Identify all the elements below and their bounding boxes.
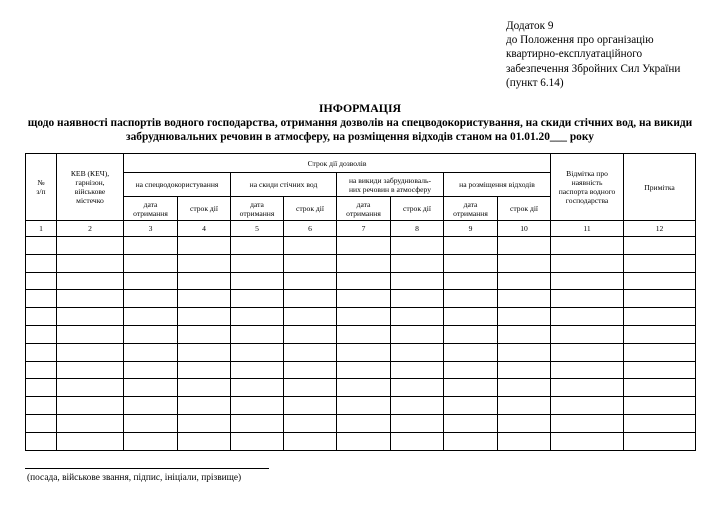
table-row [26,290,696,308]
table-cell [26,397,57,415]
table-cell [57,432,124,450]
table-cell [551,397,624,415]
header-keu-label: КЕВ (КЕЧ), гарнізон, військове містечко [70,169,110,205]
header-receipt-date [337,197,391,221]
table-cell [444,361,498,379]
table-cell [26,272,57,290]
table-cell [391,361,444,379]
table-cell [444,254,498,272]
table-cell [498,414,551,432]
table-cell [498,343,551,361]
table-cell [444,308,498,326]
table-cell [124,254,178,272]
table-cell [551,272,624,290]
table-cell [57,272,124,290]
table-cell [391,290,444,308]
table-cell [624,361,696,379]
table-row [26,272,696,290]
receipt-date-label: дата отримання [346,199,381,218]
table-cell [444,379,498,397]
table-cell [284,379,337,397]
header-permits-label: Строк дії дозволів [307,158,367,168]
table-cell [231,379,284,397]
table-cell [498,272,551,290]
table-cell [444,290,498,308]
column-number: 10 [498,221,551,237]
table-cell [624,343,696,361]
table-cell [624,325,696,343]
column-number: 12 [624,221,696,237]
column-number: 3 [124,221,178,237]
header-group-waste [444,173,551,197]
table-cell [284,272,337,290]
table-cell [551,254,624,272]
header-passport-label: Відмітка про наявність паспорта водного господарства [558,169,616,205]
header-receipt-date [124,197,178,221]
table-cell [26,308,57,326]
header-validity [178,197,231,221]
table-cell [337,379,391,397]
table-cell [284,397,337,415]
column-number: 8 [391,221,444,237]
table-cell [124,308,178,326]
table-cell [231,272,284,290]
table-cell [551,432,624,450]
table-cell [231,432,284,450]
table-cell [178,290,231,308]
table-cell [498,237,551,255]
table-cell [124,343,178,361]
table-cell [337,308,391,326]
header-number [26,154,57,221]
group-label: на розміщення відходів [459,180,535,189]
header-note [624,154,696,221]
annex-line: (пункт 6.14) [506,76,564,89]
column-number: 9 [444,221,498,237]
table-cell [178,272,231,290]
table-cell [624,397,696,415]
signature-caption: (посада, військове звання, підпис, ініціали, прізвище) [27,473,242,483]
table-cell [551,308,624,326]
table-cell [337,361,391,379]
table-cell [624,432,696,450]
table-cell [57,361,124,379]
table-cell [337,237,391,255]
table-cell [124,272,178,290]
header-receipt-date [231,197,284,221]
table-cell [337,254,391,272]
table-row [26,343,696,361]
table-cell [498,432,551,450]
header-receipt-date [444,197,498,221]
table-cell [624,414,696,432]
table-cell [551,343,624,361]
column-number: 1 [26,221,57,237]
table-cell [57,290,124,308]
table-cell [231,343,284,361]
table-cell [124,414,178,432]
table-cell [26,237,57,255]
column-number: 2 [57,221,124,237]
table-cell [57,414,124,432]
table-cell [444,414,498,432]
table-cell [231,397,284,415]
annex-line: квартирно-експлуатаційного [506,48,643,61]
validity-label: строк дії [189,204,219,213]
table-cell [498,379,551,397]
table-cell [124,397,178,415]
table-cell [444,237,498,255]
table-cell [178,325,231,343]
table-cell [26,361,57,379]
table-cell [231,325,284,343]
table-cell [124,325,178,343]
header-validity [391,197,444,221]
table-cell [337,290,391,308]
group-label: на спецводокористування [135,180,219,189]
column-number: 4 [178,221,231,237]
table-cell [391,272,444,290]
table-cell [391,397,444,415]
table-row [26,379,696,397]
annex-line: до Положення про організацію [506,34,654,47]
table-cell [551,361,624,379]
table-cell [124,432,178,450]
table-cell [26,325,57,343]
column-number: 11 [551,221,624,237]
validity-label: строк дії [402,204,432,213]
table-row [26,397,696,415]
validity-label: строк дії [295,204,325,213]
table-cell [337,414,391,432]
table-cell [624,379,696,397]
column-number: 5 [231,221,284,237]
table-cell [231,254,284,272]
table-cell [551,237,624,255]
header-group-wastewater [231,173,337,197]
table-cell [624,237,696,255]
signature-line [25,468,269,469]
header-note-label: Примітка [644,182,675,192]
table-row [26,237,696,255]
group-label: на скиди стічних вод [249,180,318,189]
table-cell [284,308,337,326]
table-cell [391,308,444,326]
document-title: ІНФОРМАЦІЯ [318,101,402,115]
table-cell [284,290,337,308]
table-cell [391,343,444,361]
table-cell [391,379,444,397]
column-numbers-row [26,221,696,237]
receipt-date-label: дата отримання [453,199,488,218]
column-number: 6 [284,221,337,237]
table-row [26,414,696,432]
table-row [26,325,696,343]
table-cell [391,254,444,272]
table-cell [57,308,124,326]
table-cell [284,254,337,272]
table-cell [231,290,284,308]
table-cell [178,254,231,272]
table-cell [624,272,696,290]
table-cell [391,432,444,450]
table-cell [124,290,178,308]
table-cell [337,432,391,450]
table-cell [57,254,124,272]
table-cell [57,325,124,343]
table-cell [178,379,231,397]
table-cell [551,325,624,343]
table-cell [624,290,696,308]
table-row [26,254,696,272]
table-cell [178,237,231,255]
header-group-water-use [124,173,231,197]
table-cell [57,397,124,415]
table-cell [57,343,124,361]
table-cell [498,397,551,415]
table-cell [498,308,551,326]
receipt-date-label: дата отримання [133,199,168,218]
table-row [26,432,696,450]
annex-line: Додаток 9 [506,20,554,32]
table-cell [284,414,337,432]
table-cell [231,414,284,432]
header-validity [284,197,337,221]
header-permits [124,154,551,173]
table-cell [26,379,57,397]
table-cell [444,325,498,343]
table-cell [178,432,231,450]
table-cell [284,432,337,450]
report-table [25,153,696,451]
table-cell [178,414,231,432]
table-cell [498,254,551,272]
table-cell [444,432,498,450]
table-cell [337,397,391,415]
table-cell [178,397,231,415]
table-cell [178,308,231,326]
header-passport [551,154,624,221]
table-cell [337,343,391,361]
table-cell [624,308,696,326]
table-cell [551,414,624,432]
table-cell [498,325,551,343]
table-cell [498,290,551,308]
table-cell [551,290,624,308]
table-cell [231,308,284,326]
table-cell [178,361,231,379]
table-cell [26,290,57,308]
table-cell [26,432,57,450]
table-cell [624,254,696,272]
table-cell [26,254,57,272]
table-cell [124,237,178,255]
table-cell [26,343,57,361]
table-cell [231,237,284,255]
validity-label: строк дії [510,204,539,213]
table-cell [57,237,124,255]
table-cell [124,379,178,397]
annex-block [506,19,680,90]
table-cell [284,361,337,379]
table-cell [391,325,444,343]
table-cell [178,343,231,361]
table-cell [444,343,498,361]
header-keu [57,154,124,221]
header-validity [498,197,551,221]
table-cell [284,343,337,361]
table-cell [444,272,498,290]
table-cell [337,325,391,343]
table-cell [337,272,391,290]
table-cell [284,325,337,343]
table-body [26,237,696,451]
table-cell [498,361,551,379]
table-row [26,361,696,379]
table-cell [57,379,124,397]
document-subtitle: щодо наявності паспортів водного господарства, отримання дозволів на спецводокористування, на скиди стічних вод, на викиди забруднювальних речовин в атмосферу, на розміщення відходів станом на 01.01.20___ року [27,117,693,144]
table-cell [551,379,624,397]
table-cell [26,414,57,432]
table-cell [124,361,178,379]
header-group-emissions [337,173,444,197]
group-label: на викиди забруднюваль- них речовин в атмосферу [348,175,432,194]
table-cell [391,414,444,432]
receipt-date-label: дата отримання [239,199,275,218]
annex-line: забезпечення Збройних Сил України [506,62,681,75]
table-cell [444,397,498,415]
column-number: 7 [337,221,391,237]
table-cell [284,237,337,255]
table-cell [391,237,444,255]
header-number-label: № з/п [36,178,46,196]
table-row [26,308,696,326]
table-cell [231,361,284,379]
